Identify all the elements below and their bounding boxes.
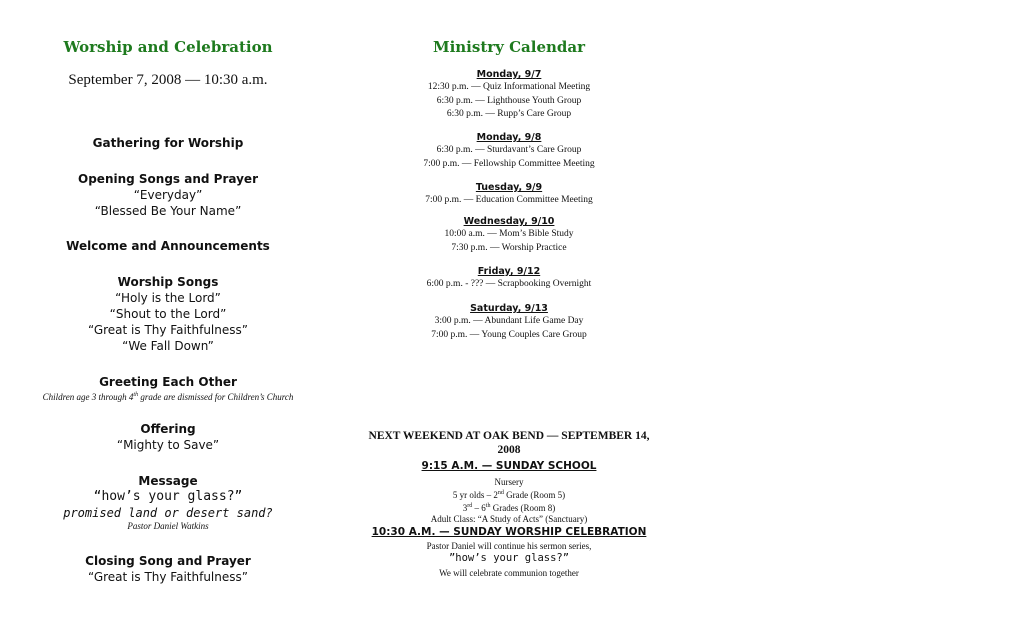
- opening-section: [18, 172, 318, 219]
- offering-heading: Offering: [140, 422, 196, 436]
- sermon-series-line: Pastor Daniel will continue his sermon series,: [426, 541, 592, 551]
- worship-songs-section: [18, 275, 318, 354]
- message-heading: Message: [138, 474, 198, 488]
- communion-line: We will celebrate communion together: [439, 568, 579, 578]
- closing-section: [18, 554, 318, 585]
- day-heading: Wednesday, 9/10: [463, 216, 555, 227]
- calendar-day: [368, 266, 650, 292]
- worship-song: “Great is Thy Faithfulness”: [88, 323, 248, 337]
- greeting-heading: Greeting Each Other: [99, 375, 237, 389]
- calendar-day: [368, 69, 650, 122]
- sermon-title: “how’s your glass?”: [93, 489, 243, 504]
- sermon-series-title: ”how’s your glass?”: [448, 552, 570, 564]
- calendar-day: [368, 303, 650, 342]
- offering-song: “Mighty to Save”: [116, 438, 220, 452]
- pastor-name: Pastor Daniel Watkins: [127, 521, 209, 531]
- calendar-day: [368, 132, 650, 171]
- worship-song: “Holy is the Lord”: [115, 291, 221, 305]
- calendar-event: 10:00 a.m. — Mom’s Bible Study: [444, 229, 574, 239]
- calendar-day: [368, 182, 650, 208]
- calendar-event: 7:30 p.m. — Worship Practice: [451, 242, 567, 253]
- calendar-title: Ministry Calendar: [432, 38, 586, 56]
- calendar-event: 7:00 p.m. — Education Committee Meeting: [425, 195, 593, 205]
- sunday-school-section: [368, 460, 650, 525]
- sermon-subtitle: promised land or desert sand?: [63, 506, 273, 520]
- sunday-school-heading: 9:15 A.M. — SUNDAY SCHOOL: [421, 460, 597, 472]
- day-heading: Monday, 9/7: [476, 69, 542, 80]
- next-weekend-heading: [368, 429, 650, 457]
- worship-song: “We Fall Down”: [122, 339, 214, 353]
- class-line: 3rd – 6th Grades (Room 8): [462, 503, 556, 513]
- nursery-line: Nursery: [494, 477, 524, 487]
- adult-class-line: Adult Class: “A Study of Acts” (Sanctuary): [430, 514, 588, 524]
- class-line: 5 yr olds – 2nd Grade (Room 5): [452, 490, 566, 500]
- gathering-heading: Gathering for Worship: [92, 136, 244, 150]
- day-heading: Friday, 9/12: [477, 266, 541, 277]
- service-date: September 7, 2008 — 10:30 a.m.: [68, 72, 268, 88]
- welcome-heading: Welcome and Announcements: [66, 239, 270, 253]
- day-heading: Saturday, 9/13: [470, 303, 548, 314]
- calendar-event: 6:30 p.m. — Lighthouse Youth Group: [436, 95, 582, 106]
- day-heading: Monday, 9/8: [476, 132, 542, 143]
- message-section: [18, 474, 318, 532]
- worship-songs-heading: Worship Songs: [117, 275, 219, 289]
- day-heading: Tuesday, 9/9: [475, 182, 543, 193]
- closing-heading: Closing Song and Prayer: [85, 554, 251, 568]
- opening-song: “Blessed Be Your Name”: [94, 204, 242, 218]
- calendar-event: 7:00 p.m. — Fellowship Committee Meeting: [423, 158, 595, 169]
- sunday-worship-heading: 10:30 A.M. — SUNDAY WORSHIP CELEBRATION: [371, 526, 647, 538]
- calendar-event: 3:00 p.m. — Abundant Life Game Day: [434, 316, 584, 326]
- calendar-event: 7:00 p.m. — Young Couples Care Group: [431, 329, 587, 340]
- worship-song: “Shout to the Lord”: [109, 307, 227, 321]
- closing-song: “Great is Thy Faithfulness”: [88, 570, 248, 584]
- opening-heading: Opening Songs and Prayer: [78, 172, 258, 186]
- next-weekend-title-line2: 2008: [497, 444, 521, 456]
- calendar-event: 6:30 p.m. — Rupp’s Care Group: [446, 109, 572, 119]
- offering-section: [18, 422, 318, 453]
- next-weekend-title-line1: NEXT WEEKEND AT OAK BEND — SEPTEMBER 14,: [368, 430, 650, 442]
- opening-song: “Everyday”: [133, 188, 203, 202]
- calendar-day: [368, 216, 650, 255]
- sunday-worship-section: [368, 526, 650, 579]
- worship-title: Worship and Celebration: [63, 38, 273, 56]
- calendar-event: 6:00 p.m. - ??? — Scrapbooking Overnight: [426, 279, 592, 289]
- greeting-section: [18, 375, 318, 403]
- children-note: Children age 3 through 4th grade are dismissed for Children’s Church: [42, 392, 294, 402]
- calendar-event: 6:30 p.m. — Sturdavant’s Care Group: [436, 145, 582, 155]
- calendar-event: 12:30 p.m. — Quiz Informational Meeting: [427, 82, 591, 92]
